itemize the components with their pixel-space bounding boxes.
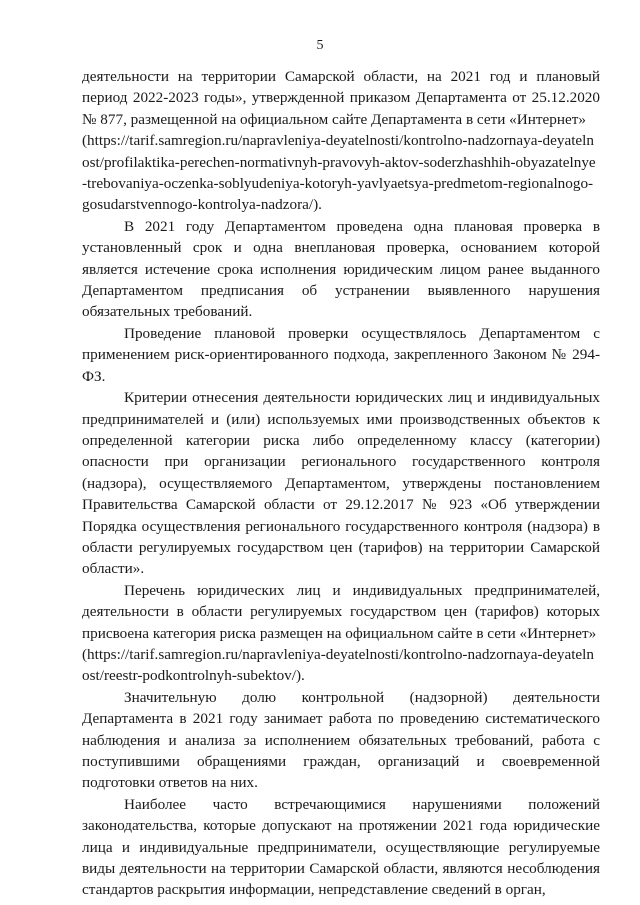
paragraph: Перечень юридических лиц и индивидуальных предпринимателей, деятельности в области регулируемых государством цен (тарифов) которых присвоена категория риска размещен на официальном сайте в сети «Интернет»: [82, 581, 600, 642]
page-number: 5: [316, 38, 324, 53]
paragraph: Проведение плановой проверки осуществлялось Департаментом с применением риск-ориентированного подхода, закрепленного Законом № 294-ФЗ.: [82, 324, 600, 385]
paragraph: Критерии отнесения деятельности юридических лиц и индивидуальных предпринимателей и (или) используемых ими производственных объектов к определенной категории риска либо определенному классу (категории) опасности при организации регионального государственного контроля (надзора), осуществляемого Департаментом, утверждены постановлением Правительства Самарской области от 29.12.2017 № 923 «Об утверждении Порядка осуществления регионального государственного контроля (надзора) в области регулируемых государством цен (тарифов) на территории Самарской области».: [82, 389, 600, 578]
paragraph-url: (https://tarif.samregion.ru/napravleniya-deyatelnosti/kontrolno-nadzornaya-deyatelnost/profilaktika-perechen-normativnyh-pravovyh-aktov-soderzhashhih-obyazatelnye-trebovaniya-oczenka-soblyudeniya-kotoryh-yavlyaetsya-predmetom-regionalnogo-gosudarstvennogo-kontrolya-nadzora/).: [82, 132, 596, 214]
paragraph: Наиболее часто встречающимися нарушениями положений законодательства, которые допускают на протяжении 2021 года юридические лица и индивидуальные предприниматели, осуществляющие регулируемые виды деятельности на территории Самарской области, являются несоблюдения стандартов раскрытия информации, непредставление сведений в орган,: [82, 795, 600, 899]
document-body: [82, 66, 600, 901]
paragraph: Значительную долю контрольной (надзорной) деятельности Департамента в 2021 году занимает работа по проведению систематического наблюдения и анализа за исполнением обязательных требований, работа с поступившими обращениями граждан, организаций и своевременной подготовки ответов на них.: [82, 688, 600, 792]
paragraph: В 2021 году Департаментом проведена одна плановая проверка в установленный срок и одна внеплановая проверка, основанием которой является истечение срока исполнения юридическим лицом ранее выданного Департаментом предписания об устранении выявленного нарушения обязательных требований.: [82, 217, 600, 321]
paragraph-url: (https://tarif.samregion.ru/napravleniya-deyatelnosti/kontrolno-nadzornaya-deyatelnost/reestr-podkontrolnyh-subektov/).: [82, 645, 594, 685]
paragraph: деятельности на территории Самарской области, на 2021 год и плановый период 2022-2023 годы», утвержденной приказом Департамента от 25.12.2020 № 877, размещенной на официальном сайте Департамента в сети «Интернет»: [82, 68, 600, 128]
